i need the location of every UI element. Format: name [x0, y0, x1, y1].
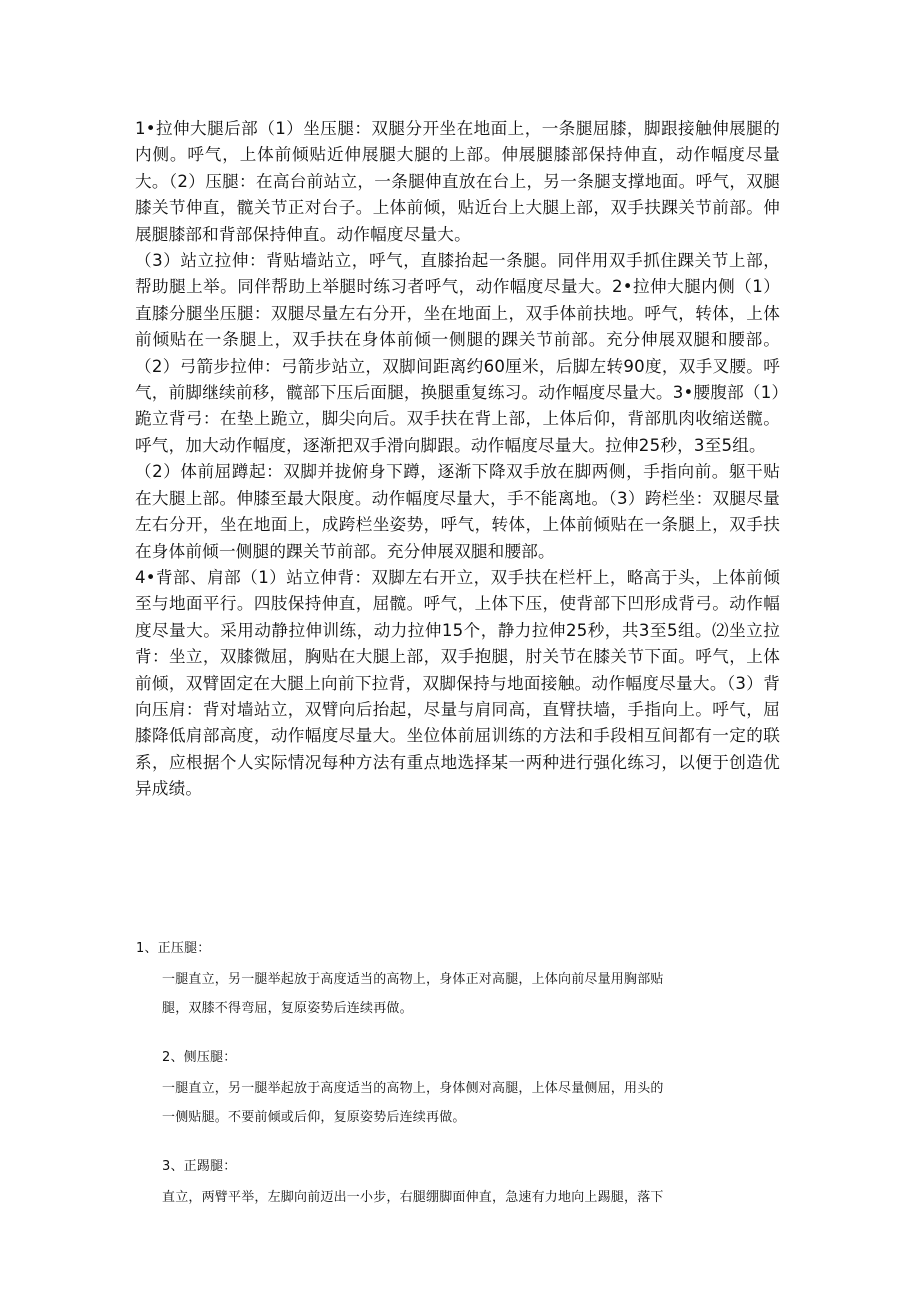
section-line: 一侧贴腿。不要前倾或后仰，复原姿势后连续再做。 [162, 1110, 466, 1125]
section-line: 直立，两臂平举，左脚向前迈出一小步，右腿绷脚面伸直，急速有力地向上踢腿，落下 [162, 1190, 664, 1205]
leg-press-section [136, 938, 716, 1208]
paragraph-hamstring-stretch: 1•拉伸大腿后部（1）坐压腿：双腿分开坐在地面上，一条腿屈膝，脚跟接触伸展腿的内侧。呼气，上体前倾贴近伸展腿大腿的上部。伸展腿膝部保持伸直，动作幅度尽量大。（2）压腿：在高台前站立，一条腿伸直放在台上，另一条腿支撑地面。呼气，双腿膝关节伸直，髋关节正对台子。上体前倾，贴近台上大腿上部，双手扶踝关节前部。伸展腿膝部和背部保持伸直。动作幅度尽量大。 [135, 119, 780, 244]
paragraph-forward-bend-squat: （2）体前屈蹲起：双脚并拢俯身下蹲，逐渐下降双手放在脚两侧，手指向前。躯干贴在大腿上部。伸膝至最大限度。动作幅度尽量大，手不能离地。（3）跨栏坐：双腿尽量左右分开，坐在地面上，成跨栏坐姿势，呼气，转体，上体前倾贴在一条腿上，双手扶在身体前倾一侧腿的踝关节前部。充分伸展双腿和腰部。 [135, 462, 780, 561]
section-line: 一腿直立，另一腿举起放于高度适当的高物上，身体侧对高腿，上体尽量侧屈，用头的 [162, 1081, 664, 1096]
section-title: 3、正踢腿： [162, 1159, 237, 1174]
paragraph-standing-stretch: （3）站立拉伸：背贴墙站立，呼气，直膝抬起一条腿。同伴用双手抓住踝关节上部，帮助腿上举。同伴帮助上举腿时练习者呼气，动作幅度尽量大。2•拉伸大腿内侧（1）直膝分腿坐压腿：双腿尽量左右分开，坐在地面上，双手体前扶地。呼气，转体，上体前倾贴在一条腿上，双手扶在身体前倾一侧腿的踝关节前部。充分伸展双腿和腰部。（2）弓箭步拉伸：弓箭步站立，双脚间距离约60厘米，后脚左转90度，双手叉腰。呼气，前脚继续前移，髋部下压后面腿，换腿重复练习。动作幅度尽量大。3•腰腹部（1）跪立背弓：在垫上跪立，脚尖向后。双手扶在背上部，上体后仰，背部肌肉收缩送髋。呼气，加大动作幅度，逐渐把双手滑向脚跟。动作幅度尽量大。拉伸25秒，3至5组。 [135, 251, 780, 455]
section-front-leg-press [136, 938, 716, 1019]
section-title: 1、正压腿： [136, 941, 211, 956]
section-title: 2、侧压腿： [162, 1050, 237, 1065]
section-line: 腿，双膝不得弯屈，复原姿势后连续再做。 [162, 1001, 413, 1016]
main-text-block [135, 116, 780, 803]
section-front-kick [136, 1156, 716, 1208]
section-line: 一腿直立，另一腿举起放于高度适当的高物上，身体正对高腿，上体向前尽量用胸部贴 [162, 972, 664, 987]
section-side-leg-press [136, 1047, 716, 1128]
paragraph-back-shoulder: 4•背部、肩部（1）站立伸背：双脚左右开立，双手扶在栏杆上，略高于头，上体前倾至与地面平行。四肢保持伸直，屈髋。呼气，上体下压，使背部下凹形成背弓。动作幅度尽量大。采用动静拉伸训练，动力拉伸15个，静力拉伸25秒，共3至5组。⑵坐立拉背：坐立，双膝微屈，胸贴在大腿上部，双手抱腿，肘关节在膝关节下面。呼气，上体前倾，双臂固定在大腿上向前下拉背，双脚保持与地面接触。动作幅度尽量大。（3）背向压肩：背对墙站立，双臂向后抬起，尽量与肩同高，直臂扶墙，手指向上。呼气，屈膝降低肩部高度，动作幅度尽量大。坐位体前屈训练的方法和手段相互间都有一定的联系，应根据个人实际情况每种方法有重点地选择某一两种进行强化练习，以便于创造优异成绩。 [135, 567, 780, 799]
